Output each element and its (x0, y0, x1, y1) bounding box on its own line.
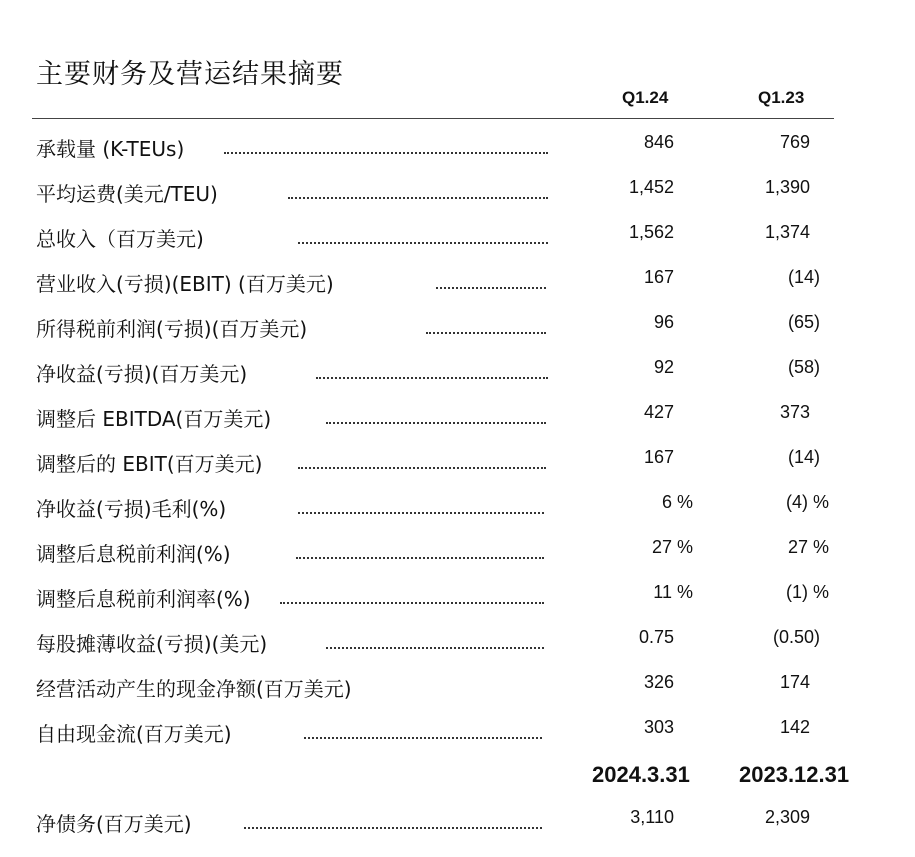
row-label: 调整后 EBITDA(百万美元) (36, 407, 272, 431)
value-q123: (4) % (785, 492, 829, 512)
value-q123: (14) (787, 447, 820, 467)
value-q124: 0.75 (638, 627, 674, 647)
row-label: 平均运费(美元/TEU) (36, 182, 218, 206)
value-q124: 1,562 (628, 222, 674, 242)
dotted-leader (296, 557, 544, 559)
dotted-leader (326, 422, 546, 424)
dotted-leader (244, 827, 542, 829)
value-q124: 167 (643, 447, 674, 467)
row-label: 调整后的 EBIT(百万美元) (36, 452, 263, 476)
value-q123: 1,390 (764, 177, 810, 197)
value-q123: 142 (779, 717, 810, 737)
table-row (0, 803, 915, 843)
table-row (0, 713, 915, 753)
page-title: 主要财务及营运结果摘要 (36, 59, 344, 90)
row-label: 营业收入(亏损)(EBIT) (百万美元) (36, 272, 334, 296)
row-label: 净收益(亏损)毛利(%) (36, 497, 227, 521)
table-row (0, 308, 915, 348)
row-label: 净收益(亏损)(百万美元) (36, 362, 248, 386)
value-q123: (0.50) (772, 627, 820, 647)
value-q123: 373 (779, 402, 810, 422)
dotted-leader (298, 512, 544, 514)
value-q124: 846 (643, 132, 674, 152)
value-q123: (14) (787, 267, 820, 287)
value-q124: 92 (653, 357, 674, 377)
column-header-date-2024: 2024.3.31 (592, 762, 690, 787)
value-q124: 326 (643, 672, 674, 692)
table-row (0, 128, 915, 168)
table-row (0, 263, 915, 303)
value-q123: 1,374 (764, 222, 810, 242)
dotted-leader (298, 242, 548, 244)
value-q124: 167 (643, 267, 674, 287)
row-label: 净债务(百万美元) (36, 812, 192, 836)
row-label: 总收入（百万美元) (36, 227, 204, 251)
row-label: 自由现金流(百万美元) (36, 722, 232, 746)
value-q124: 6 % (661, 492, 693, 512)
dotted-leader (288, 197, 548, 199)
table-row (0, 218, 915, 258)
dotted-leader (326, 647, 544, 649)
row-label: 承载量 (K-TEUs) (36, 137, 185, 161)
row-label: 每股摊薄收益(亏损)(美元) (36, 632, 268, 656)
value-q123: 27 % (787, 537, 829, 557)
dotted-leader (280, 602, 544, 604)
header-divider (32, 118, 834, 119)
column-header-q124: Q1.24 (622, 88, 669, 107)
value-q123: 174 (779, 672, 810, 692)
column-header-date-2023: 2023.12.31 (739, 762, 850, 787)
table-row (0, 398, 915, 438)
dotted-leader (426, 332, 546, 334)
value-q123: (1) % (785, 582, 829, 602)
value-q124: 27 % (651, 537, 693, 557)
dotted-leader (224, 152, 548, 154)
value-q123: (65) (787, 312, 820, 332)
table-row (0, 488, 915, 528)
value-2024: 3,110 (630, 807, 674, 827)
dotted-leader (298, 467, 546, 469)
value-q124: 303 (643, 717, 674, 737)
value-q123: (58) (787, 357, 820, 377)
table-row (0, 578, 915, 618)
value-q124: 11 % (653, 582, 693, 602)
table-row (0, 668, 915, 708)
table-row (0, 533, 915, 573)
dotted-leader (316, 377, 548, 379)
dotted-leader (436, 287, 546, 289)
value-q124: 96 (653, 312, 674, 332)
row-label: 所得税前利润(亏损)(百万美元) (36, 317, 308, 341)
row-label: 经营活动产生的现金净额(百万美元) (36, 677, 352, 701)
value-q123: 769 (779, 132, 810, 152)
value-q124: 427 (643, 402, 674, 422)
table-row (0, 353, 915, 393)
table-row (0, 173, 915, 213)
row-label: 调整后息税前利润率(%) (36, 587, 251, 611)
column-header-q123: Q1.23 (758, 88, 805, 107)
row-label: 调整后息税前利润(%) (36, 542, 231, 566)
table-row (0, 443, 915, 483)
value-q124: 1,452 (628, 177, 674, 197)
dotted-leader (304, 737, 542, 739)
value-2023: 2,309 (764, 807, 810, 827)
table-row (0, 623, 915, 663)
